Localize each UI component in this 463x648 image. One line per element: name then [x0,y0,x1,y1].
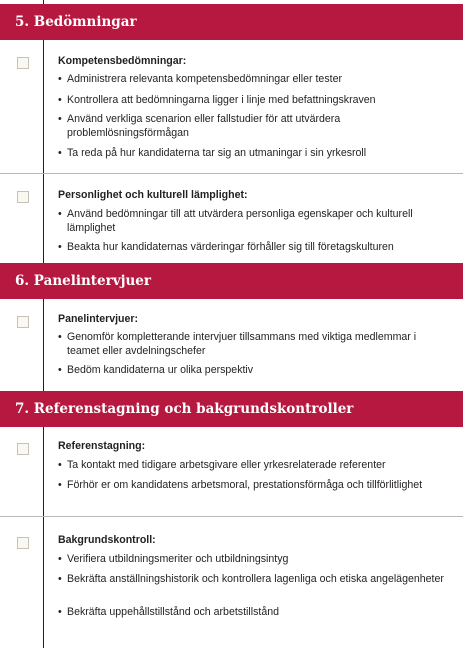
list-item: • Ta reda på hur kandidaterna tar sig an utmaningar i sin yrkesroll [58,147,367,159]
list-item: • Genomför kompletterande intervjuer tillsammans med viktiga medlemmar i teamet eller avdelningschefer [58,331,417,357]
section-header-references-background: 7. Referenstagning och bakgrundskontroller [0,391,463,427]
section-header-assessments: 5. Bedömningar [0,4,463,40]
list-item: • Administrera relevanta kompetensbedömningar eller tester [58,73,342,85]
vertical-rule [43,0,44,648]
group-title-competence: Kompetensbedömningar: [58,55,187,67]
divider [0,173,463,174]
list-item: • Använd bedömningar till att utvärdera personliga egenskaper och kulturell lämplighet [58,208,413,234]
group-title-background: Bakgrundskontroll: [58,534,156,546]
checkbox-personality-fit[interactable] [17,191,29,203]
list-item: • Bekräfta uppehållstillstånd och arbetstillstånd [58,606,279,618]
list-item: • Använd verkliga scenarion eller fallstudier för att utvärdera problemlösningsförmågan [58,113,341,139]
checkbox-competence-assessments[interactable] [17,57,29,69]
list-item: • Bekräfta anställningshistorik och kontrollera lagenliga och etiska angelägenheter [58,573,444,585]
list-item: • Ta kontakt med tidigare arbetsgivare eller yrkesrelaterade referenter [58,459,386,471]
group-title-references: Referenstagning: [58,440,146,452]
checkbox-references[interactable] [17,443,29,455]
list-item: • Förhör er om kandidatens arbetsmoral, prestationsförmåga och tillförlitlighet [58,479,423,491]
checkbox-background-check[interactable] [17,537,29,549]
divider [0,516,463,517]
list-item: • Verifiera utbildningsmeriter och utbildningsintyg [58,553,289,565]
group-title-panel: Panelintervjuer: [58,313,139,325]
list-item: • Bedöm kandidaterna ur olika perspektiv [58,364,254,376]
checkbox-panel-interviews[interactable] [17,316,29,328]
list-item: • Kontrollera att bedömningarna ligger i linje med befattningskraven [58,94,376,106]
section-header-panel-interviews: 6. Panelintervjuer [0,263,463,299]
group-title-personality: Personlighet och kulturell lämplighet: [58,189,248,201]
list-item: • Beakta hur kandidaternas värderingar förhåller sig till företagskulturen [58,241,394,253]
